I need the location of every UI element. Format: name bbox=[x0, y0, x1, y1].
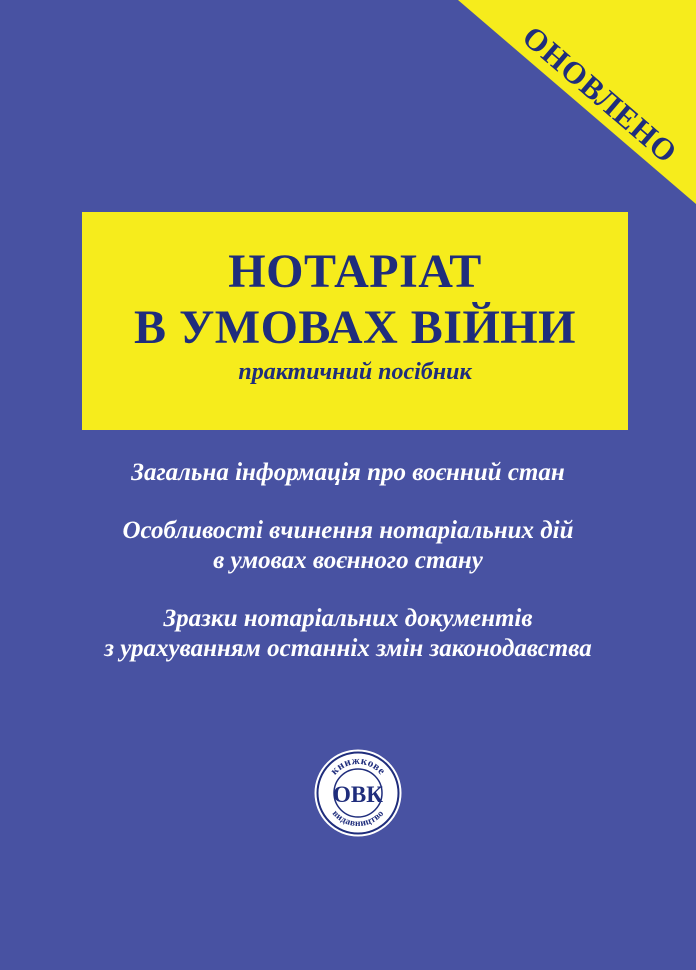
publisher-arc-bottom: видавництво bbox=[329, 808, 387, 830]
publisher-seal-icon bbox=[312, 747, 404, 839]
book-title-line-2: В УМОВАХ ВІЙНИ bbox=[134, 301, 576, 354]
topic-line: з урахуванням останніх змін законодавства bbox=[104, 635, 592, 662]
title-box bbox=[82, 212, 628, 430]
topic-line: Зразки нотаріальних документів bbox=[163, 605, 533, 632]
topic-line: Загальна інформація про воєнний стан bbox=[131, 459, 565, 486]
topic-line: Особливості вчинення нотаріальних дій bbox=[122, 517, 574, 544]
publisher-arc-top: книжкове bbox=[328, 754, 388, 778]
book-subtitle: практичний посібник bbox=[238, 359, 472, 385]
topics-list bbox=[0, 458, 696, 664]
topic-line: в умовах воєнного стану bbox=[213, 547, 483, 574]
corner-ribbon-label: ОНОВЛЕНО bbox=[515, 18, 685, 171]
book-title-line-1: НОТАРІАТ bbox=[228, 245, 482, 298]
publisher-monogram: ОВК bbox=[333, 782, 383, 807]
